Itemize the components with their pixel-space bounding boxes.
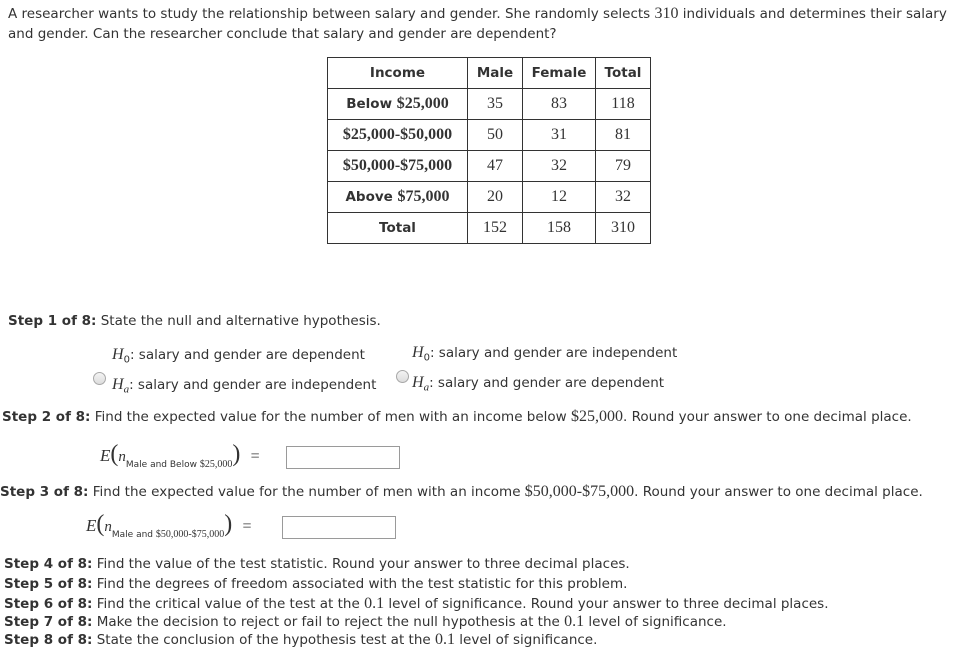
step2-heading: Step 2 of 8: Find the expected value for the number of men with an income below $25,000. Round your answer to one decimal place.	[2, 408, 912, 425]
step4-heading: Step 4 of 8: Find the value of the test statistic. Round your answer to three decimal places.	[4, 556, 630, 572]
header-male: Male	[468, 58, 523, 89]
step3-answer-input[interactable]	[282, 516, 396, 539]
table-row	[328, 182, 651, 213]
cell-total: 81	[596, 120, 651, 151]
option-a-ha: $H_a$: salary and gender are independent	[112, 376, 377, 396]
cell-male: 50	[468, 120, 523, 151]
option-b-radio[interactable]	[396, 370, 409, 383]
row-label: $25,000-$50,000	[328, 120, 468, 151]
step3-heading: Step 3 of 8: Find the expected value for the number of men with an income $50,000-$75,000. Round your answer to one decimal place.	[0, 483, 923, 500]
total-label: Total	[328, 213, 468, 244]
row-label: Below $25,000	[328, 89, 468, 120]
step2-answer-input[interactable]	[286, 446, 400, 469]
problem-text-end: individuals and determines their salary and gender. Can the researcher conclude that salary and gender are dependent?	[8, 6, 947, 42]
table-row	[328, 151, 651, 182]
step5-heading: Step 5 of 8: Find the degrees of freedom associated with the test statistic for this problem.	[4, 576, 628, 592]
table-row	[328, 89, 651, 120]
step8-heading: Step 8 of 8: State the conclusion of the hypothesis test at the 0.1 level of significance.	[4, 631, 598, 648]
cell-female: 83	[523, 89, 596, 120]
cell-male: 20	[468, 182, 523, 213]
table-header-row	[328, 58, 651, 89]
cell-male: 35	[468, 89, 523, 120]
step7-heading: Step 7 of 8: Make the decision to reject or fail to reject the null hypothesis at the 0.1 level of significance.	[4, 613, 727, 630]
cell-female: 32	[523, 151, 596, 182]
option-a-radio[interactable]	[93, 372, 106, 385]
header-income: Income	[328, 58, 468, 89]
option-b-ha: $H_a$: salary and gender are dependent	[412, 374, 665, 394]
cell-grand-total: 310	[596, 213, 651, 244]
contingency-table	[327, 57, 651, 244]
cell-total: 118	[596, 89, 651, 120]
cell-female: 31	[523, 120, 596, 151]
row-label: Above $75,000	[328, 182, 468, 213]
option-b-h0: $H_0$: salary and gender are independent	[412, 344, 678, 364]
option-a-h0: $H_0$: salary and gender are dependent	[112, 346, 365, 366]
table-row	[328, 120, 651, 151]
cell-male-total: 152	[468, 213, 523, 244]
cell-female-total: 158	[523, 213, 596, 244]
sample-size: 310	[654, 5, 679, 22]
step2-expression: $E(n_{Male and Below \$25,000})$ =	[100, 441, 260, 470]
step6-heading: Step 6 of 8: Find the critical value of the test at the 0.1 level of significance. Round your answer to three decimal places.	[4, 595, 829, 612]
cell-male: 47	[468, 151, 523, 182]
header-female: Female	[523, 58, 596, 89]
problem-text: A researcher wants to study the relationship between salary and gender. She randomly selects	[8, 6, 655, 22]
cell-total: 79	[596, 151, 651, 182]
step3-expression: $E(n_{Male and \$50,000-\$75,000})$ =	[86, 511, 252, 540]
cell-total: 32	[596, 182, 651, 213]
cell-female: 12	[523, 182, 596, 213]
table-total-row	[328, 213, 651, 244]
problem-statement	[8, 4, 948, 44]
header-total: Total	[596, 58, 651, 89]
step1-heading: Step 1 of 8: State the null and alternative hypothesis.	[8, 313, 381, 329]
row-label: $50,000-$75,000	[328, 151, 468, 182]
